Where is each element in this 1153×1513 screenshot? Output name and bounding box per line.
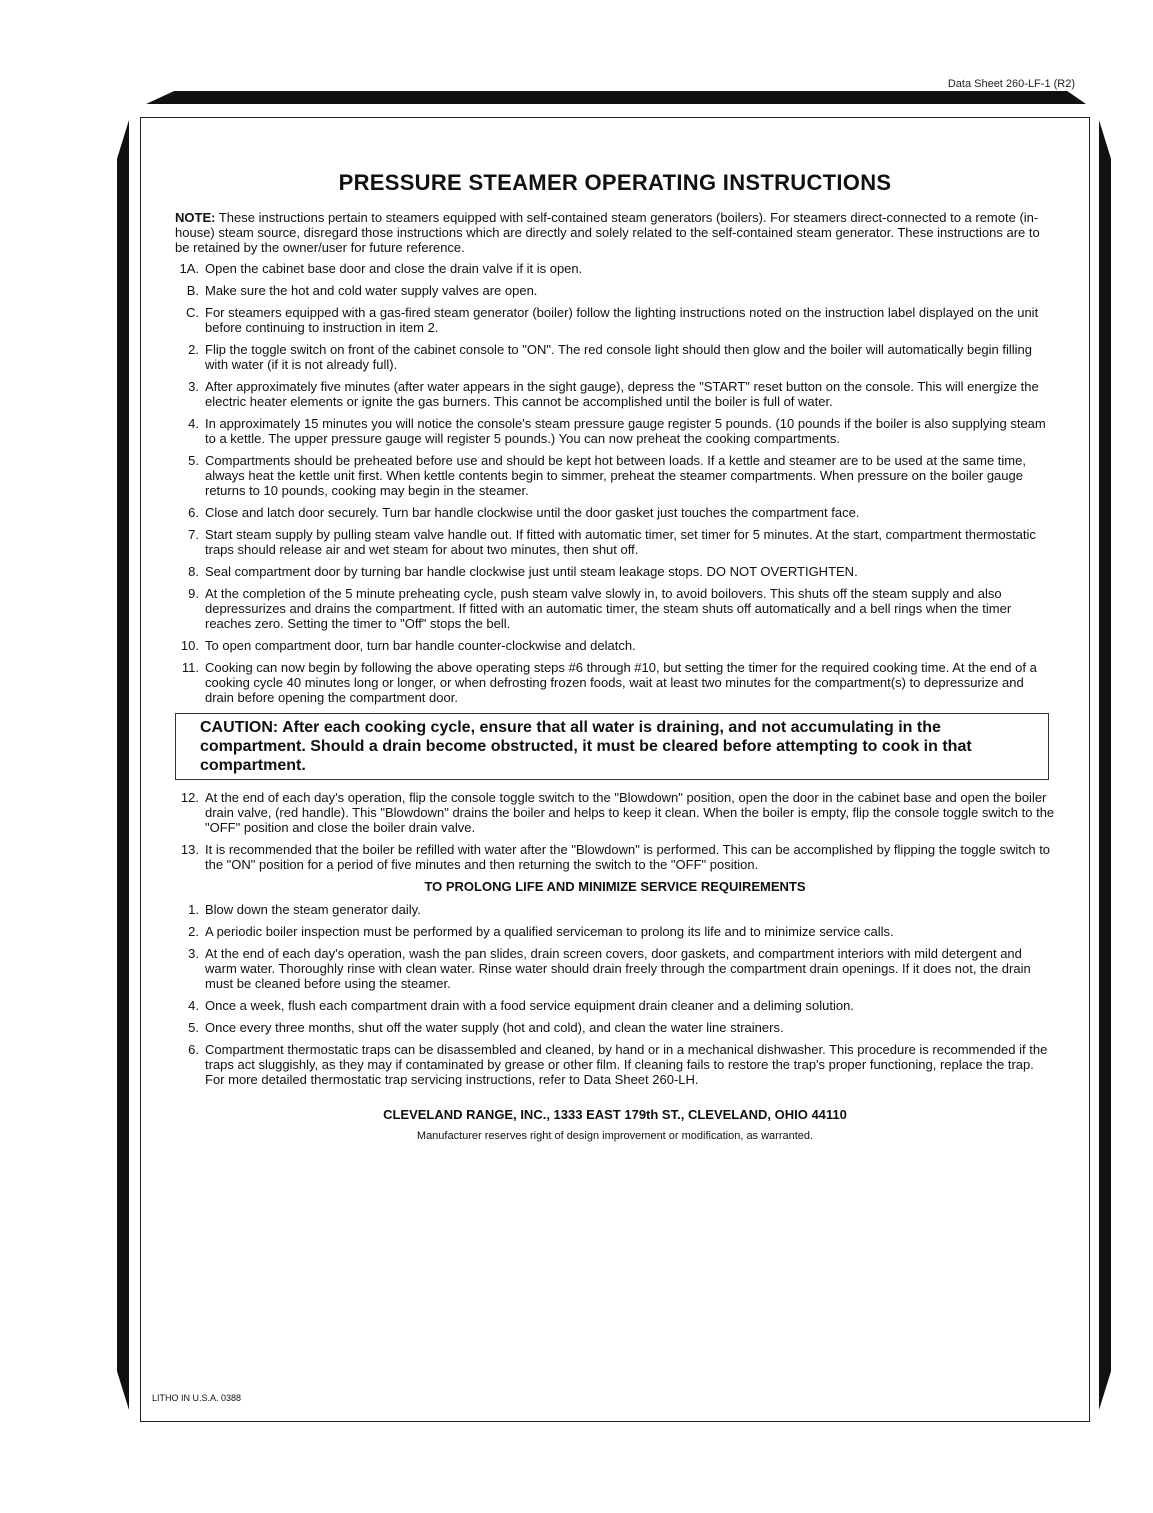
step-number: 2.: [188, 342, 199, 357]
service-text: A periodic boiler inspection must be performed by a qualified serviceman to prolong its life and to minimize service calls.: [205, 924, 894, 939]
step-item: [175, 527, 1055, 557]
step-text: To open compartment door, turn bar handle counter-clockwise and delatch.: [205, 638, 636, 653]
step-item: [175, 505, 1055, 520]
service-number: 3.: [188, 946, 199, 961]
company-address: CLEVELAND RANGE, INC., 1333 EAST 179th ST., CLEVELAND, OHIO 44110: [383, 1107, 847, 1122]
service-item: [175, 1042, 1055, 1087]
steps-list: [175, 261, 1055, 705]
step-number: 4.: [188, 416, 199, 431]
step-text: Start steam supply by pulling steam valve handle out. If fitted with automatic timer, set timer for 5 minutes. At the start, compartment thermostatic traps should release air and wet steam for about two minutes, then shut off.: [205, 527, 1036, 557]
step-item: [175, 416, 1055, 446]
step-item: [175, 660, 1055, 705]
service-item: [175, 902, 1055, 917]
page-title: PRESSURE STEAMER OPERATING INSTRUCTIONS: [338, 170, 892, 195]
caution-box: CAUTION: After each cooking cycle, ensure that all water is draining, and not accumulating in the compartment. Should a drain become obstructed, it must be cleared before attempting to cook in that compartment.: [175, 713, 1049, 780]
step-item: [175, 453, 1055, 498]
step-item: [175, 342, 1055, 372]
step-text: Cooking can now begin by following the above operating steps #6 through #10, but setting the timer for the required cooking time. At the end of a cooking cycle 40 minutes long or longer, or when defrosting frozen foods, wait at least two minutes for the compartment(s) to depressurize and drain before opening the compartment door.: [205, 660, 1037, 705]
step-item: [175, 842, 1055, 872]
disclaimer: Manufacturer reserves right of design improvement or modification, as warranted.: [416, 1130, 814, 1142]
service-item: [175, 1020, 1055, 1035]
note-text: These instructions pertain to steamers equipped with self-contained steam generators (boilers). For steamers direct-connected to a remote (in-house) steam source, disregard those instructions which are directly and solely related to the self-contained steam generator. These instructions are to be retained by the owner/user for future reference.: [175, 210, 1040, 255]
service-number: 4.: [188, 998, 199, 1013]
step-number: 13.: [180, 842, 199, 857]
end-of-day-steps: [175, 790, 1055, 872]
service-item: [175, 998, 1055, 1013]
service-number: 6.: [188, 1042, 199, 1057]
step-number: 8.: [188, 564, 199, 579]
note-paragraph: [175, 210, 1055, 255]
step-number: 9.: [188, 586, 199, 601]
step-number: 10.: [180, 638, 199, 653]
service-item: [175, 924, 1055, 939]
step-item: [175, 283, 1055, 298]
document-body: [175, 170, 1055, 1142]
step-text: Flip the toggle switch on front of the cabinet console to "ON". The red console light should then glow and the boiler will automatically begin filling with water (if it is not already full).: [205, 342, 1033, 372]
service-heading: TO PROLONG LIFE AND MINIMIZE SERVICE REQUIREMENTS: [424, 879, 806, 894]
step-item: [175, 379, 1055, 409]
service-list: [175, 902, 1055, 1087]
step-text: Open the cabinet base door and close the drain valve if it is open.: [205, 261, 583, 276]
step-item: [175, 638, 1055, 653]
service-text: Once a week, flush each compartment drain with a food service equipment drain cleaner and a deliming solution.: [205, 998, 854, 1013]
step-text: Make sure the hot and cold water supply valves are open.: [205, 283, 538, 298]
step-number: 5.: [188, 453, 199, 468]
right-border-bar: [1099, 120, 1111, 1410]
step-number: 1A.: [179, 261, 199, 276]
step-item: [175, 564, 1055, 579]
service-text: Once every three months, shut off the water supply (hot and cold), and clean the water line strainers.: [205, 1020, 784, 1035]
service-number: 5.: [188, 1020, 199, 1035]
step-number: B.: [186, 283, 199, 298]
step-item: [175, 305, 1055, 335]
service-text: Compartment thermostatic traps can be disassembled and cleaned, by hand or in a mechanical dishwasher. This procedure is recommended if the traps act sluggishly, as they may if contaminated by grease or other film. If cleaning fails to restore the trap's proper functioning, replace the trap. For more detailed thermostatic trap servicing instructions, refer to Data Sheet 260-LH.: [205, 1042, 1048, 1087]
step-text: In approximately 15 minutes you will notice the console's steam pressure gauge register 5 pounds. (10 pounds if the boiler is also supplying steam to a kettle. The upper pressure gauge will register 5 pounds.) You can now preheat the cooking compartments.: [205, 416, 1046, 446]
note-label: NOTE:: [175, 210, 216, 225]
step-text: Close and latch door securely. Turn bar handle clockwise until the door gasket just touches the compartment face.: [205, 505, 860, 520]
step-text: At the end of each day's operation, flip the console toggle switch to the "Blowdown" position, open the door in the cabinet base and open the boiler drain valve, (red handle). This "Blowdown" drains the boiler and helps to keep it clean. When the boiler is empty, flip the console toggle switch to the "OFF" position and close the boiler drain valve.: [205, 790, 1055, 835]
step-number: 3.: [188, 379, 199, 394]
step-number: 12.: [180, 790, 199, 805]
step-text: At the completion of the 5 minute preheating cycle, push steam valve slowly in, to avoid boilovers. This shuts off the steam supply and also depressurizes and drains the compartment. If fitted with an automatic timer, the steam shuts off automatically and a bell rings when the timer reaches zero. Setting the timer to "Off" stops the bell.: [205, 586, 1012, 631]
service-item: [175, 946, 1055, 991]
step-text: After approximately five minutes (after water appears in the sight gauge), depress the "START" reset button on the console. This will energize the electric heater elements or ignite the gas burners. This cannot be accomplished until the boiler is full of water.: [205, 379, 1039, 409]
service-number: 1.: [188, 902, 199, 917]
step-text: For steamers equipped with a gas-fired steam generator (boiler) follow the lighting instructions noted on the instruction label displayed on the unit before continuing to instruction in item 2.: [205, 305, 1039, 335]
step-number: C.: [186, 305, 199, 320]
step-text: Compartments should be preheated before use and should be kept hot between loads. If a kettle and steamer are to be used at the same time, always heat the kettle unit first. When kettle contents begin to simmer, preheat the steamer compartments. When pressure on the boiler gauge returns to 10 pounds, cooking may begin in the steamer.: [205, 453, 1026, 498]
top-border-bar: [146, 91, 1086, 104]
step-item: [175, 790, 1055, 835]
left-border-bar: [117, 120, 129, 1410]
service-text: At the end of each day's operation, wash the pan slides, drain screen covers, door gaskets, and compartment interiors with mild detergent and warm water. Thoroughly rinse with clean water. Rinse water should drain freely through the compartment drain openings. If it does not, the drain must be cleaned before using the steamer.: [205, 946, 1031, 991]
sheet-id: Data Sheet 260-LF-1 (R2): [947, 78, 1075, 90]
step-number: 7.: [188, 527, 199, 542]
service-text: Blow down the steam generator daily.: [205, 902, 421, 917]
step-text: It is recommended that the boiler be refilled with water after the "Blowdown" is performed. This can be accomplished by flipping the toggle switch to the "ON" position for a period of five minutes and then returning the switch to the "OFF" position.: [205, 842, 1051, 872]
step-number: 6.: [188, 505, 199, 520]
step-item: [175, 261, 1055, 276]
step-number: 11.: [181, 660, 199, 675]
step-text: Seal compartment door by turning bar handle clockwise just until steam leakage stops. DO NOT OVERTIGHTEN.: [205, 564, 858, 579]
service-number: 2.: [188, 924, 199, 939]
step-item: [175, 586, 1055, 631]
litho-mark: LITHO IN U.S.A. 0388: [152, 1393, 242, 1403]
